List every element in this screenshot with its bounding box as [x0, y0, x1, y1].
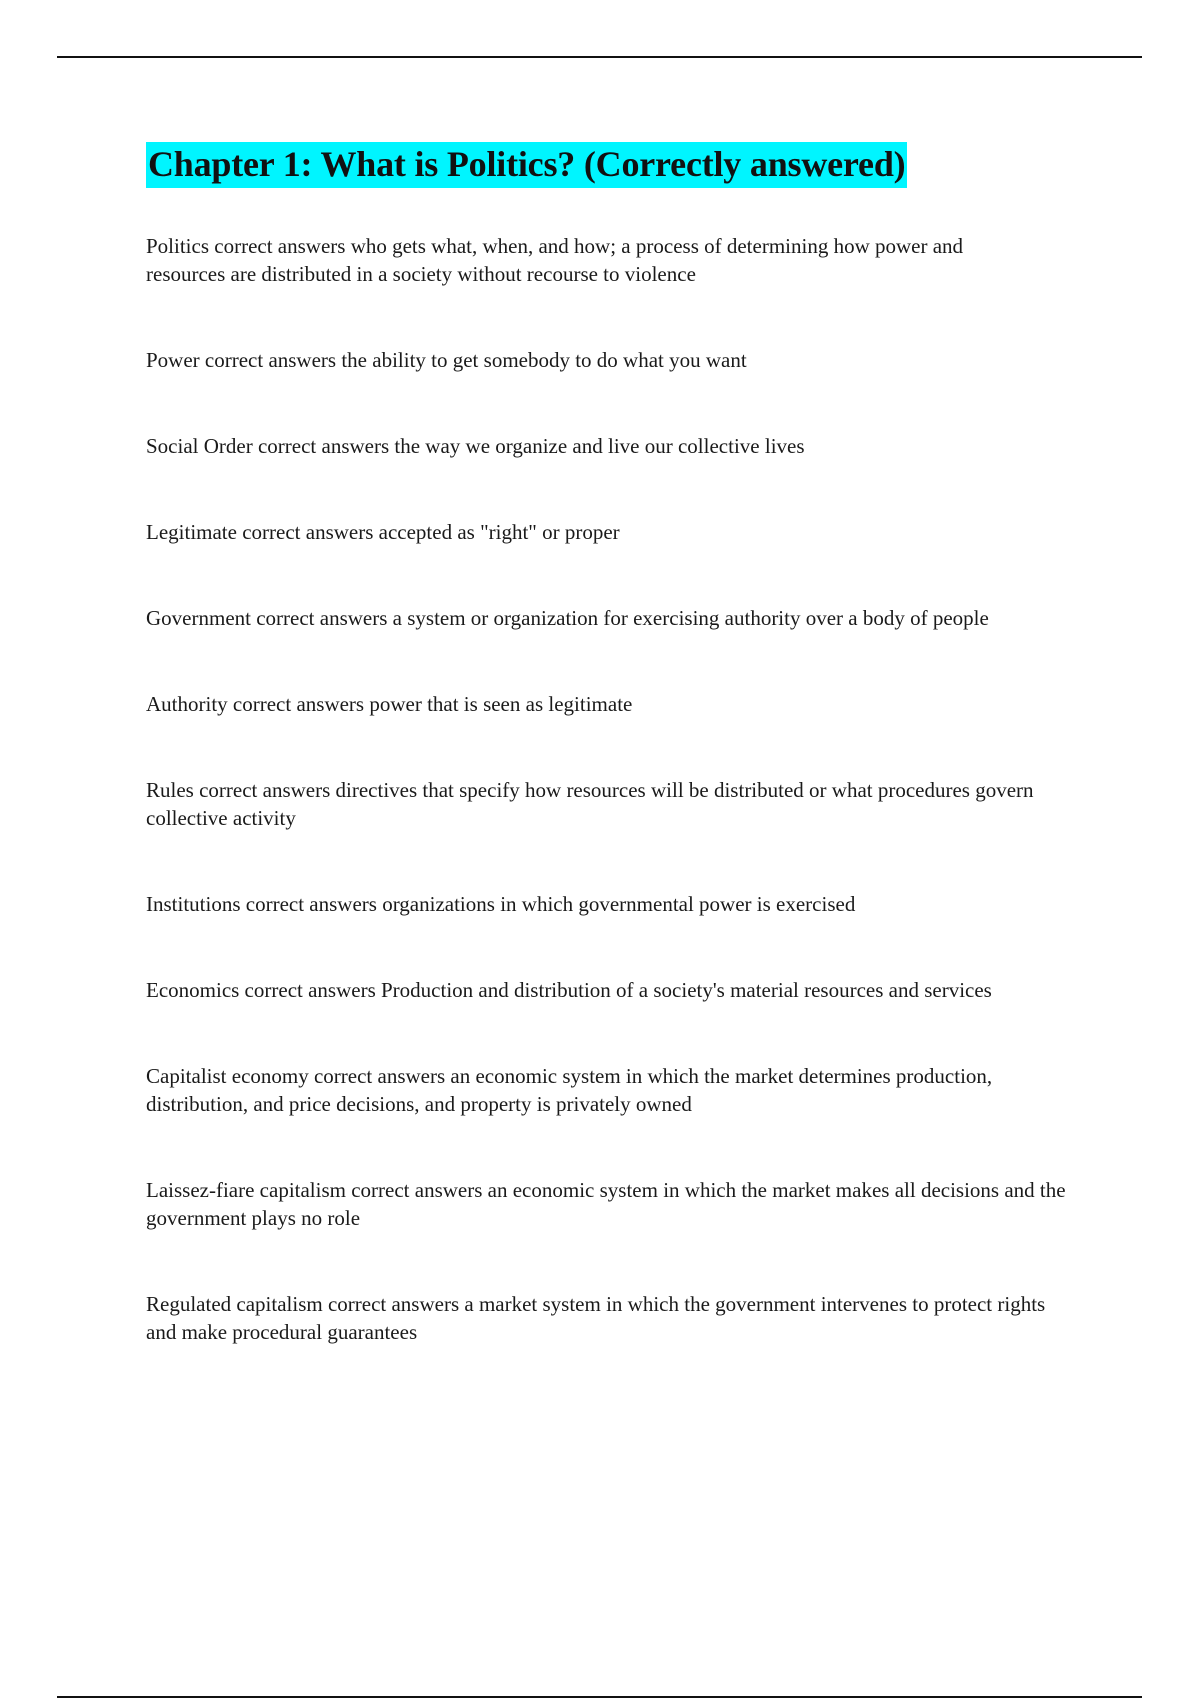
definition-entry: Laissez-fiare capitalism correct answers an economic system in which the market makes all decisions and the government plays no role	[146, 1178, 1066, 1230]
definition-entry: Authority correct answers power that is seen as legitimate	[146, 692, 633, 716]
definition-entry: Regulated capitalism correct answers a market system in which the government intervenes to protect rights and make procedural guarantees	[146, 1292, 1046, 1344]
header-rule	[57, 56, 1142, 58]
definition-entry: Power correct answers the ability to get somebody to do what you want	[146, 348, 747, 372]
definition-entry: Capitalist economy correct answers an economic system in which the market determines production, distribution, and price decisions, and property is privately owned	[146, 1064, 993, 1116]
definition-entry: Government correct answers a system or organization for exercising authority over a body of people	[146, 606, 989, 630]
chapter-title: Chapter 1: What is Politics? (Correctly answered)	[146, 142, 907, 188]
definition-entry: Economics correct answers Production and distribution of a society's material resources and services	[146, 978, 992, 1002]
definition-entry: Legitimate correct answers accepted as "right" or proper	[146, 520, 620, 544]
definition-entry: Rules correct answers directives that specify how resources will be distributed or what procedures govern collective activity	[146, 778, 1034, 830]
document-body	[146, 142, 1092, 1404]
definition-entry: Social Order correct answers the way we organize and live our collective lives	[146, 434, 805, 458]
definition-entry: Politics correct answers who gets what, when, and how; a process of determining how power and resources are distributed in a society without recourse to violence	[146, 234, 964, 286]
definition-list	[146, 232, 1092, 1346]
definition-entry: Institutions correct answers organizations in which governmental power is exercised	[146, 892, 856, 916]
footer-rule	[57, 1696, 1142, 1698]
